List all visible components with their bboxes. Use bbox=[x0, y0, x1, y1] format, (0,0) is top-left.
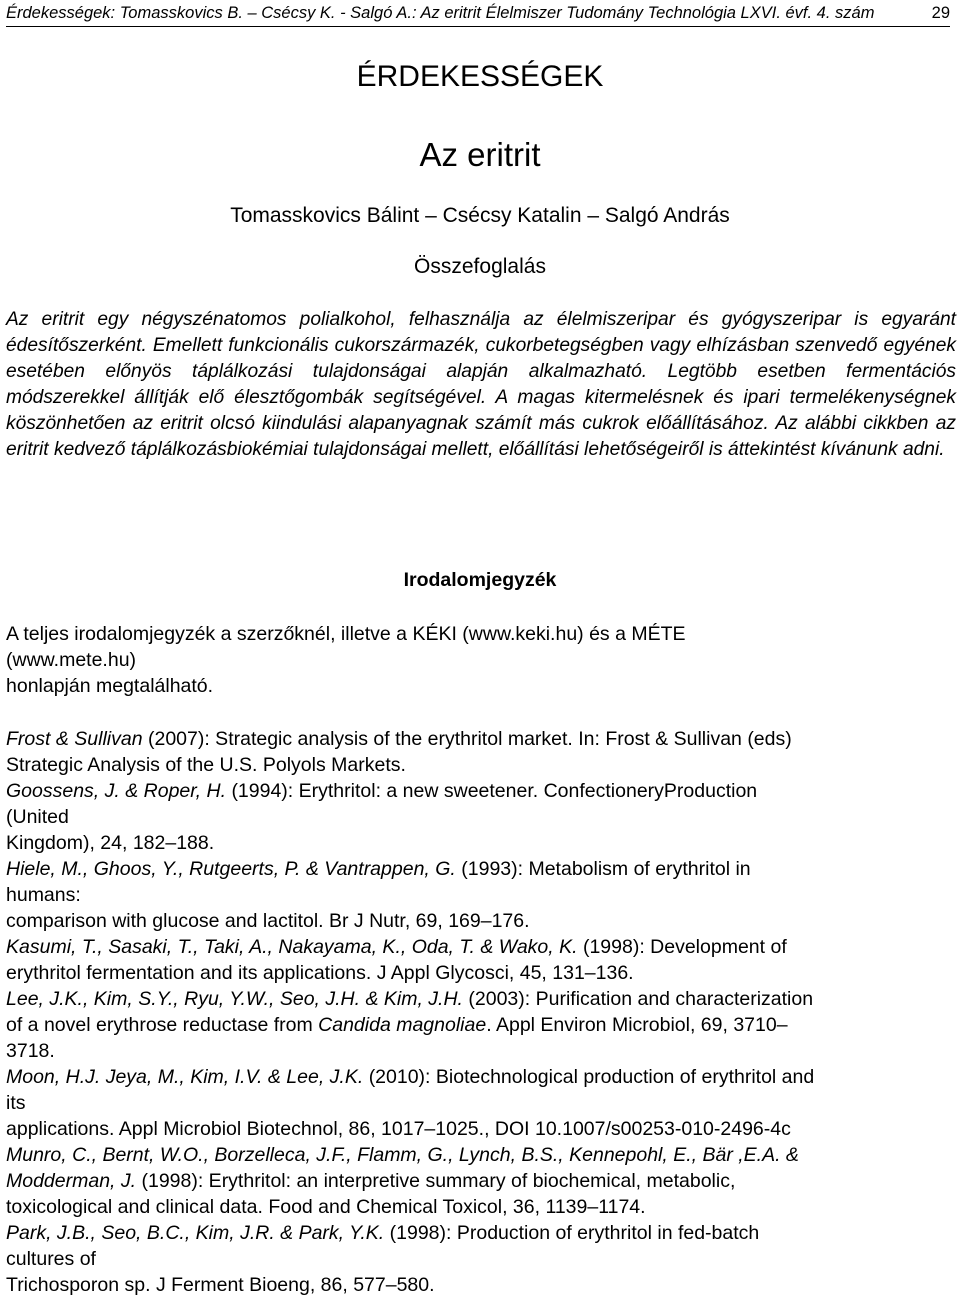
references-note-line: (www.mete.hu) bbox=[6, 649, 137, 671]
article-authors: Tomasskovics Bálint – Csécsy Katalin – Salgó András bbox=[230, 204, 730, 227]
reference-text-part: . Appl Environ Microbiol, 69, 3710– bbox=[486, 1014, 788, 1036]
reference-item bbox=[6, 778, 956, 804]
reference-text-part: J Ferment Bioeng, 86, 577–580. bbox=[155, 1274, 435, 1296]
article-title: Az eritrit bbox=[419, 136, 541, 173]
reference-text: erythritol fermentation and its applications. J Appl Glycosci, 45, 131–136. bbox=[6, 962, 634, 984]
reference-text: Strategic Analysis of the U.S. Polyols Markets. bbox=[6, 754, 406, 776]
reference-text: 3718. bbox=[6, 1040, 55, 1062]
page-number: 29 bbox=[931, 4, 950, 22]
reference-list bbox=[6, 726, 956, 1298]
reference-text: comparison with glucose and lactitol. Br J Nutr, 69, 169–176. bbox=[6, 910, 530, 932]
reference-authors: Kasumi, T., Sasaki, T., Taki, A., Nakayama, K., Oda, T. & Wako, K. bbox=[6, 936, 578, 958]
reference-text: (2010): Biotechnological production of erythritol and bbox=[368, 1066, 815, 1088]
reference-text: toxicological and clinical data. Food and Chemical Toxicol, 36, 1139–1174. bbox=[6, 1196, 646, 1218]
reference-text: (1998): Production of erythritol in fed-batch bbox=[389, 1222, 760, 1244]
reference-text bbox=[6, 1272, 956, 1298]
abstract-heading: Összefoglalás bbox=[414, 255, 546, 278]
species-name: Trichosporon sp. bbox=[6, 1274, 151, 1296]
reference-text: (United bbox=[6, 806, 69, 828]
reference-authors: Munro, C., Bernt, W.O., Borzelleca, J.F., Flamm, G., Lynch, B.S., Kennepohl, E., Bär ,E.A. & bbox=[6, 1144, 799, 1166]
reference-authors: Modderman, J. bbox=[6, 1170, 137, 1192]
reference-text: its bbox=[6, 1092, 26, 1114]
reference-text: (2003): Purification and characterization bbox=[468, 988, 814, 1010]
reference-item bbox=[6, 934, 956, 960]
reference-authors: Frost & Sullivan bbox=[6, 728, 143, 750]
reference-authors: Moon, H.J. Jeya, M., Kim, I.V. & Lee, J.K. bbox=[6, 1066, 364, 1088]
reference-text: (1998): Erythritol: an interpretive summary of biochemical, metabolic, bbox=[141, 1170, 736, 1192]
references-note-line: honlapján megtalálható. bbox=[6, 675, 214, 697]
abstract-text: Az eritrit egy négyszénatomos polialkohol, felhasználja az élelmiszeripar és gyógyszeripar is egyaránt édesítőszerként. Emellett funkcionális cukorszármazék, cukorbetegségben vagy elhízásban szenvedő egyének esetében előnyös táplálkozási tulajdonságai alapján alkalmazható. Legtöbb esetben fermentációs módszerekkel állítják elő élesztőgombák segítségével. A magas kitermelésnek és ipari termelékenységnek köszönhetően az eritrit olcsó kiindulási alapanyagnak számít más cukrok előállításához. Az alábbi cikkben az eritrit kedvező táplálkozásbiokémiai tulajdonságai mellett, előállítási lehetőségeiről is áttekintést kívánunk adni. bbox=[6, 309, 956, 460]
reference-text: applications. Appl Microbiol Biotechnol, 86, 1017–1025., DOI 10.1007/s00253-010-2496-4c bbox=[6, 1118, 791, 1140]
reference-item bbox=[6, 1064, 956, 1090]
references-heading: Irodalomjegyzék bbox=[403, 569, 557, 591]
reference-authors: Park, J.B., Seo, B.C., Kim, J.R. & Park, Y.K. bbox=[6, 1222, 385, 1244]
reference-item bbox=[6, 856, 956, 882]
reference-item bbox=[6, 726, 956, 752]
references-note bbox=[6, 621, 956, 699]
running-header-text: Érdekességek: Tomasskovics B. – Csécsy K. - Salgó A.: Az eritrit Élelmiszer Tudomány Technológia LXVI. évf. 4. szám bbox=[6, 4, 875, 22]
reference-text: cultures of bbox=[6, 1248, 96, 1270]
reference-text: humans: bbox=[6, 884, 81, 906]
reference-item-cont bbox=[6, 1168, 956, 1194]
reference-item bbox=[6, 1142, 956, 1168]
species-name: Candida magnoliae bbox=[318, 1014, 487, 1036]
reference-text: Kingdom), 24, 182–188. bbox=[6, 832, 215, 854]
reference-text bbox=[6, 1012, 956, 1038]
reference-text: (1998): Development of bbox=[582, 936, 787, 958]
reference-text: (2007): Strategic analysis of the erythritol market. In: Frost & Sullivan (eds) bbox=[147, 728, 792, 750]
reference-authors: Hiele, M., Ghoos, Y., Rutgeerts, P. & Vantrappen, G. bbox=[6, 858, 456, 880]
reference-text: (1994): Erythritol: a new sweetener. ConfectioneryProduction bbox=[231, 780, 758, 802]
running-header bbox=[6, 0, 950, 27]
references-note-line: A teljes irodalomjegyzék a szerzőknél, illetve a KÉKI (www.keki.hu) és a MÉTE bbox=[6, 623, 686, 645]
reference-item bbox=[6, 986, 956, 1012]
reference-authors: Goossens, J. & Roper, H. bbox=[6, 780, 227, 802]
reference-text-part: of a novel erythrose reductase from bbox=[6, 1014, 319, 1036]
section-rubric: ÉRDEKESSÉGEK bbox=[356, 60, 604, 93]
reference-text: (1993): Metabolism of erythritol in bbox=[461, 858, 751, 880]
reference-item bbox=[6, 1220, 956, 1246]
reference-authors: Lee, J.K., Kim, S.Y., Ryu, Y.W., Seo, J.H. & Kim, J.H. bbox=[6, 988, 463, 1010]
